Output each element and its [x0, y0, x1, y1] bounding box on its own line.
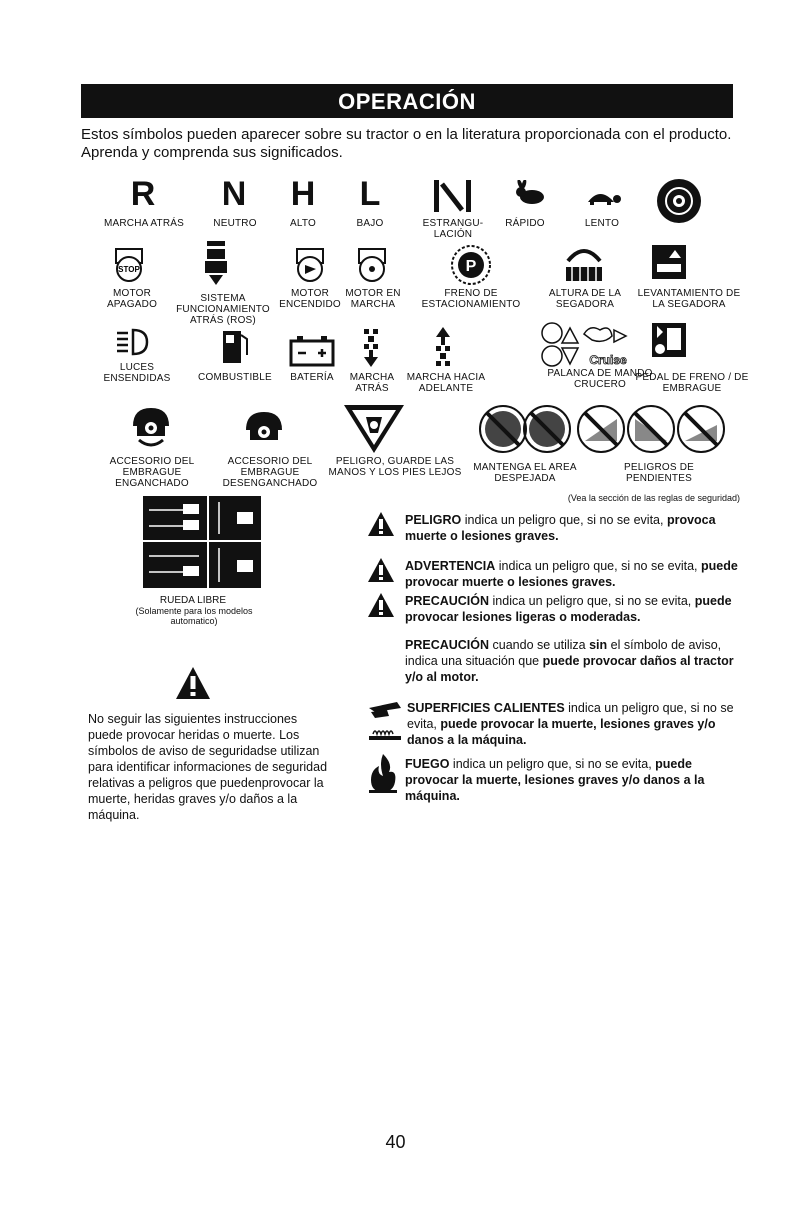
- precaucion-sin-simbolo: PRECAUCIÓN cuando se utiliza sin el símbolo de aviso, indica una situación que puede provocar daños al tractor y/o al motor.: [405, 638, 734, 684]
- pto-disengaged-icon: [244, 410, 284, 442]
- superficies-calientes-text: SUPERFICIES CALIENTES indica un peligro que, si no se evita, puede provocar la muerte, lesiones graves y/o danos a la máquina.: [407, 701, 734, 747]
- section-title-banner: OPERACIÓN: [81, 84, 733, 118]
- low-letter-icon: L: [359, 175, 381, 213]
- label-bajo: BAJO: [356, 218, 384, 229]
- hand-foot-hazard-icon: [342, 403, 406, 455]
- label-neutro: NEUTRO: [213, 218, 257, 229]
- battery-icon: [289, 335, 335, 367]
- hot-surfaces-icon: [367, 700, 403, 744]
- label-levantamiento-segadora: LEVANTAMIENTO DE LA SEGADORA: [637, 288, 741, 310]
- safety-rules-note: (Vea la sección de las reglas de seguridad): [567, 493, 740, 503]
- cruise-text: Cruise: [589, 353, 627, 367]
- intro-text: Estos símbolos pueden aparecer sobre su tractor o en la literatura proporcionada con el producto. Aprenda y comprenda sus significados.: [81, 126, 732, 161]
- label-peligro-manos: PELIGRO, GUARDE LAS MANOS Y LOS PIES LEJOS: [328, 456, 462, 478]
- choke-icon: [432, 178, 474, 216]
- cruise-control-icon: [540, 320, 632, 370]
- high-letter-icon: H: [290, 175, 316, 213]
- label-rapido: RÁPIDO: [505, 218, 545, 229]
- rueda-libre-note: (Solamente para los modelos automatico): [135, 606, 253, 626]
- label-alto: ALTO: [290, 218, 316, 229]
- left-safety-paragraph: No seguir las siguientes instrucciones puede provocar heridas o muerte. Los símbolos de aviso de seguridadse utilizan para identificar informaciones de seguridad relativas a peligros que puedenprovocar la muerte, heridas graves y/o daños a la máquina.: [88, 712, 328, 822]
- forward-arrow-icon: [433, 326, 453, 368]
- rueda-libre-title: RUEDA LIBRE: [159, 595, 227, 606]
- turtle-slow-icon: [582, 186, 622, 206]
- engine-start-icon: [294, 247, 326, 283]
- fire-icon: [367, 752, 399, 794]
- label-marcha-atras-row3: MARCHA ATRÁS: [349, 372, 395, 394]
- svg-text:P: P: [465, 258, 477, 275]
- label-combustible: COMBUSTIBLE: [198, 372, 272, 383]
- label-pendientes: PELIGROS DE PENDIENTES: [624, 462, 694, 484]
- engine-run-icon: [356, 247, 388, 283]
- stop-text: STOP: [118, 265, 140, 274]
- label-sistema-ros: SISTEMA FUNCIONAMIENTO ATRÁS (ROS): [176, 293, 270, 326]
- neutral-letter-icon: N: [221, 175, 247, 213]
- slope-hazard-icons: [575, 403, 727, 455]
- warning-peligro: PELIGRO indica un peligro que, si no se evita, provoca muerte o lesiones graves.: [405, 513, 716, 543]
- label-pedal-freno: PEDAL DE FRENO / DE EMBRAGUE: [635, 372, 749, 394]
- precaucion-warning-icon: [367, 592, 395, 618]
- headlights-icon: [115, 325, 149, 359]
- label-marcha-adelante: MARCHA HACIA ADELANTE: [406, 372, 486, 394]
- deck-lift-icon: [651, 244, 687, 280]
- warning-advertencia: ADVERTENCIA indica un peligro que, si no se evita, puede provocar muerte o lesiones graves.: [405, 559, 738, 589]
- label-bateria: BATERÍA: [290, 372, 334, 383]
- parking-brake-icon: [449, 244, 493, 286]
- label-motor-encendido: MOTOR ENCENDIDO: [279, 288, 341, 310]
- engine-stop-icon: [113, 247, 147, 283]
- label-motor-apagado: MOTOR APAGADO: [106, 288, 158, 310]
- deck-height-icon: [562, 243, 606, 285]
- page-number: 40: [385, 1132, 406, 1152]
- danger-warning-icon: [367, 511, 395, 537]
- safety-alert-icon: [175, 666, 211, 700]
- label-motor-marcha: MOTOR EN MARCHA: [345, 288, 401, 310]
- brake-pedal-icon: [651, 322, 687, 358]
- keep-area-clear-icon: [479, 403, 573, 455]
- pto-engaged-icon: [131, 406, 171, 448]
- reverse-letter-icon: R: [130, 175, 156, 213]
- label-palanca-crucero: PALANCA DE MANDO CRUCERO: [547, 368, 653, 390]
- pto-circle-icon: [655, 177, 703, 225]
- label-accesorio-enganchado: ACCESORIO DEL EMBRAGUE ENGANCHADO: [109, 456, 195, 489]
- rabbit-fast-icon: [512, 180, 548, 208]
- ros-system-icon: [199, 239, 233, 287]
- label-altura-segadora: ALTURA DE LA SEGADORA: [548, 288, 622, 310]
- free-wheel-diagram: [143, 496, 261, 588]
- warning-precaucion: PRECAUCIÓN indica un peligro que, si no se evita, puede provocar lesiones ligeras o moderadas.: [405, 594, 732, 624]
- label-lento: LENTO: [584, 218, 620, 229]
- label-mantenga-area: MANTENGA EL AREA DESPEJADA: [473, 462, 577, 484]
- label-marcha-atras: MARCHA ATRÁS: [103, 218, 184, 229]
- fuego-text: FUEGO indica un peligro que, si no se evita, puede provocar la muerte, lesiones graves y/o danos a la máquina.: [405, 757, 705, 803]
- advertencia-warning-icon: [367, 557, 395, 583]
- label-luces: LUCES ENSENDIDAS: [103, 362, 171, 384]
- label-freno-estacionamiento: FRENO DE ESTACIONAMIENTO: [421, 288, 521, 310]
- fuel-icon: [220, 325, 250, 365]
- label-estrangulacion: ESTRANGU- LACIÓN: [422, 218, 484, 240]
- label-accesorio-desenganchado: ACCESORIO DEL EMBRAGUE DESENGANCHADO: [222, 456, 318, 489]
- reverse-arrow-icon: [361, 326, 381, 368]
